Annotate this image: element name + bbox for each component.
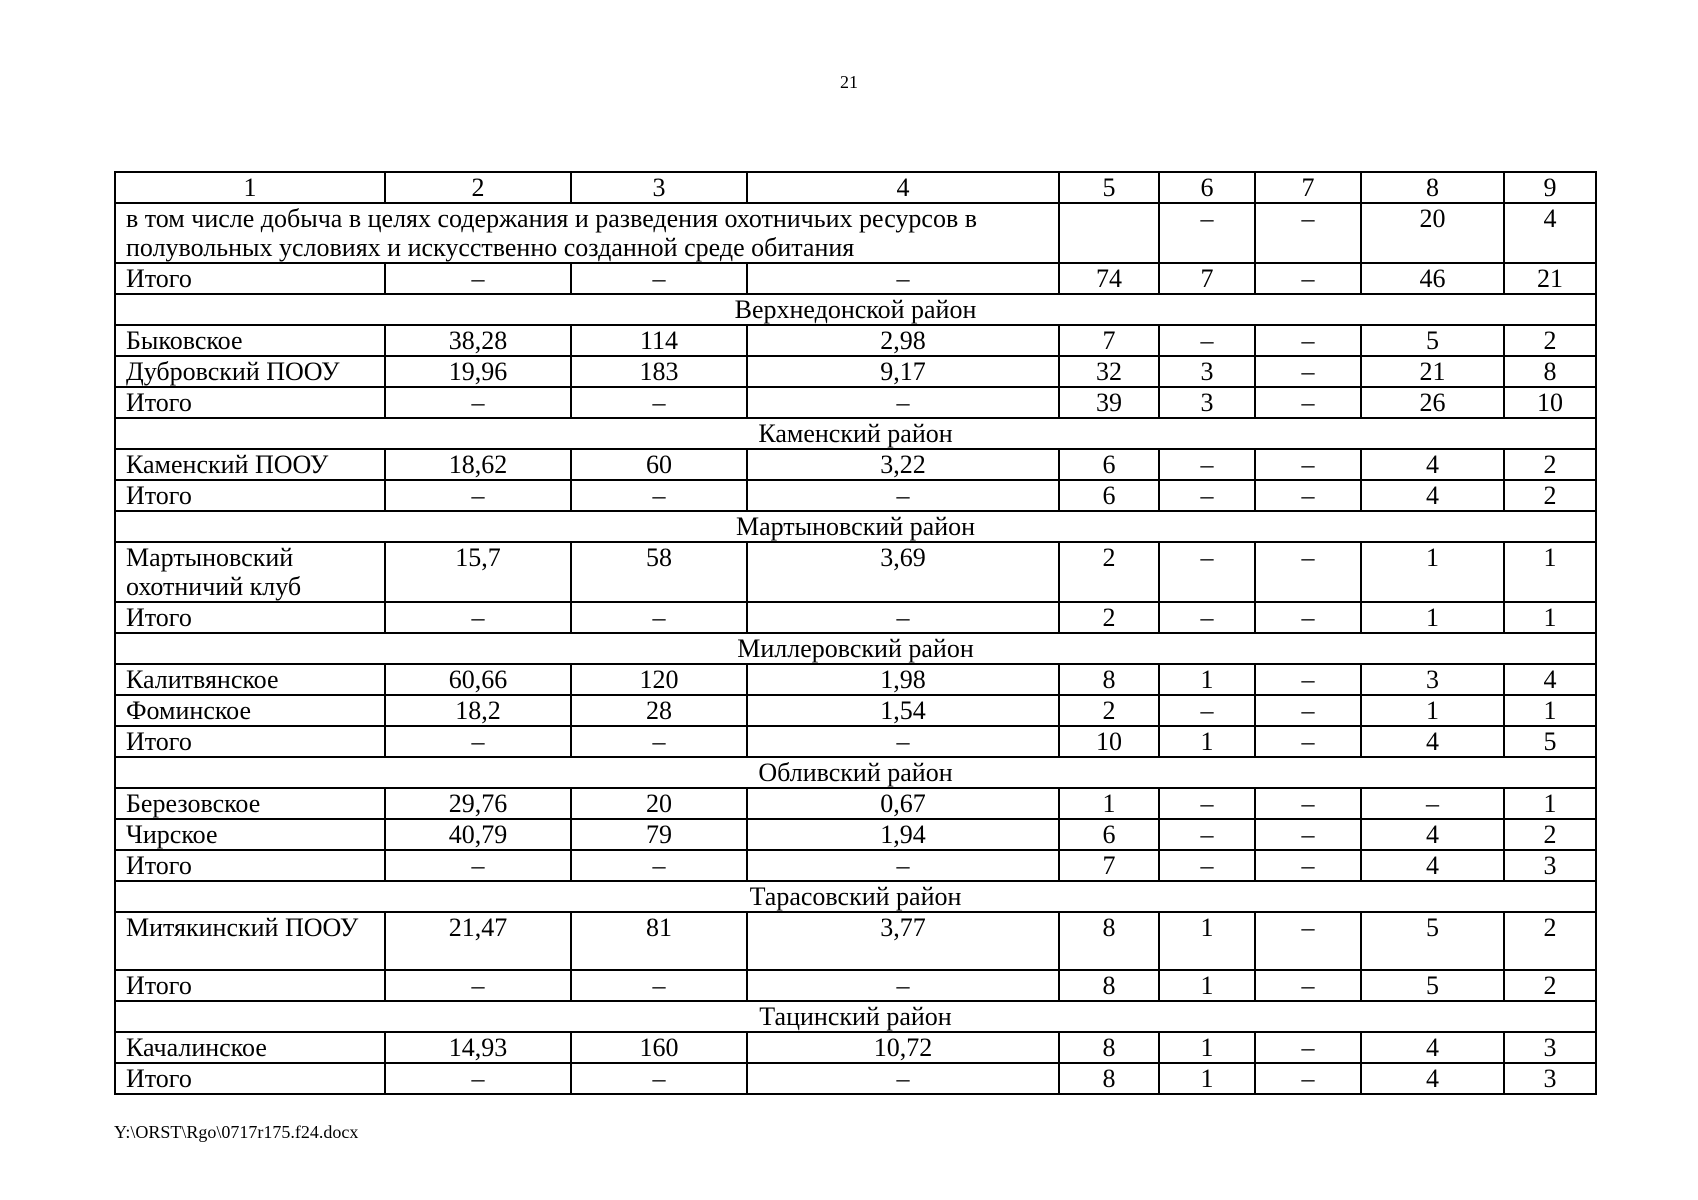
hunting-ground-name-cell: Калитвянское (115, 664, 385, 695)
page-number: 21 (840, 72, 858, 92)
table-cell: 3 (1159, 387, 1255, 418)
table-cell: – (385, 480, 571, 511)
table-cell: – (1255, 542, 1361, 602)
table-cell: 29,76 (385, 788, 571, 819)
table-row (115, 325, 1596, 356)
table-cell: – (1255, 695, 1361, 726)
district-name-cell: Тарасовский район (115, 881, 1596, 912)
table-cell: 114 (571, 325, 747, 356)
table-cell: – (1159, 695, 1255, 726)
table-cell: – (385, 726, 571, 757)
district-header-row (115, 294, 1596, 325)
district-header-row (115, 418, 1596, 449)
district-name-cell: Миллеровский район (115, 633, 1596, 664)
table-cell: 5 (1361, 970, 1504, 1001)
total-label-cell: Итого (115, 480, 385, 511)
table-row (115, 449, 1596, 480)
table-cell: 8 (1059, 1063, 1159, 1094)
table-cell: 4 (1361, 819, 1504, 850)
total-row (115, 850, 1596, 881)
table-cell: 2 (1059, 695, 1159, 726)
table-cell: – (747, 387, 1059, 418)
table-cell: 1 (1361, 695, 1504, 726)
table-cell: – (1255, 356, 1361, 387)
total-label-cell: Итого (115, 970, 385, 1001)
table-cell: 183 (571, 356, 747, 387)
table-cell: 1 (1059, 788, 1159, 819)
table-cell: 1 (1504, 695, 1596, 726)
table-cell: 26 (1361, 387, 1504, 418)
table-cell: – (385, 602, 571, 633)
table-cell: – (1255, 850, 1361, 881)
district-name-cell: Мартыновский район (115, 511, 1596, 542)
district-name-cell: Обливский район (115, 757, 1596, 788)
table-cell: – (385, 850, 571, 881)
table-cell: 4 (1361, 480, 1504, 511)
column-number-cell: 3 (571, 172, 747, 203)
table-cell: 5 (1361, 325, 1504, 356)
table-cell: – (1255, 912, 1361, 970)
district-header-row (115, 511, 1596, 542)
table-cell: – (1159, 480, 1255, 511)
table-cell: – (1159, 819, 1255, 850)
district-header-row (115, 881, 1596, 912)
table-row (115, 664, 1596, 695)
table-cell: – (571, 726, 747, 757)
table-cell: – (571, 602, 747, 633)
table-cell: – (747, 1063, 1059, 1094)
table-cell: 4 (1504, 664, 1596, 695)
total-row (115, 480, 1596, 511)
hunting-ground-name-cell: Березовское (115, 788, 385, 819)
table-cell: 2 (1504, 970, 1596, 1001)
table-cell: – (571, 850, 747, 881)
table-cell: 1 (1504, 542, 1596, 602)
table-cell: 3 (1504, 1032, 1596, 1063)
column-number-cell: 9 (1504, 172, 1596, 203)
table-row (115, 356, 1596, 387)
table-cell: – (1255, 726, 1361, 757)
table-cell: 6 (1059, 449, 1159, 480)
table-cell: 1 (1504, 788, 1596, 819)
hunting-ground-name-cell: Качалинское (115, 1032, 385, 1063)
hunting-ground-name-cell: Фоминское (115, 695, 385, 726)
table-cell: 39 (1059, 387, 1159, 418)
table-cell: 81 (571, 912, 747, 970)
column-number-row (115, 172, 1596, 203)
total-label-cell: Итого (115, 387, 385, 418)
table-cell: – (1255, 449, 1361, 480)
table-cell: – (571, 1063, 747, 1094)
table-cell: 6 (1059, 480, 1159, 511)
table-cell: 2 (1059, 602, 1159, 633)
district-header-row (115, 633, 1596, 664)
table-cell: 21 (1361, 356, 1504, 387)
table-cell: – (1361, 788, 1504, 819)
total-row (115, 1063, 1596, 1094)
district-name-cell: Каменский район (115, 418, 1596, 449)
table-cell: 4 (1361, 1032, 1504, 1063)
district-name-cell: Тацинский район (115, 1001, 1596, 1032)
table-cell: 8 (1504, 356, 1596, 387)
table-cell: – (1255, 1063, 1361, 1094)
table-cell: 21 (1504, 263, 1596, 294)
table-cell: 2 (1504, 480, 1596, 511)
table-cell: 8 (1059, 1032, 1159, 1063)
table-cell: 1,54 (747, 695, 1059, 726)
table-cell: – (1255, 788, 1361, 819)
table-cell: 3 (1159, 356, 1255, 387)
table-cell: 7 (1059, 850, 1159, 881)
note-row (115, 203, 1596, 263)
table-cell: 4 (1361, 726, 1504, 757)
total-row (115, 263, 1596, 294)
table-cell: – (571, 387, 747, 418)
column-number-cell: 2 (385, 172, 571, 203)
table-cell: 1 (1159, 726, 1255, 757)
table-cell: 28 (571, 695, 747, 726)
table-row (115, 542, 1596, 602)
table-cell: 2,98 (747, 325, 1059, 356)
table-row (115, 695, 1596, 726)
table-cell: 8 (1059, 912, 1159, 970)
table-cell: 3 (1504, 850, 1596, 881)
table-cell: 2 (1504, 325, 1596, 356)
table-cell: 10 (1504, 387, 1596, 418)
table-cell: 6 (1059, 819, 1159, 850)
total-label-cell: Итого (115, 602, 385, 633)
district-name-cell: Верхнедонской район (115, 294, 1596, 325)
table-cell: 21,47 (385, 912, 571, 970)
column-number-cell: 8 (1361, 172, 1504, 203)
total-row (115, 726, 1596, 757)
table-cell: 1 (1159, 912, 1255, 970)
total-label-cell: Итого (115, 1063, 385, 1094)
table-cell: – (571, 480, 747, 511)
table-cell: 2 (1504, 819, 1596, 850)
table-cell: – (1255, 664, 1361, 695)
column-number-cell: 1 (115, 172, 385, 203)
table-cell: 15,7 (385, 542, 571, 602)
table-cell: – (1159, 203, 1255, 263)
table-cell: 1 (1504, 602, 1596, 633)
table-cell: 4 (1504, 203, 1596, 263)
table-cell: 1 (1159, 664, 1255, 695)
table-cell: 2 (1059, 542, 1159, 602)
table-cell: – (1255, 602, 1361, 633)
table-cell: – (1255, 480, 1361, 511)
table-cell: – (1159, 325, 1255, 356)
table-cell: – (747, 726, 1059, 757)
table-cell: 74 (1059, 263, 1159, 294)
table-cell: – (747, 480, 1059, 511)
table-cell: 3 (1504, 1063, 1596, 1094)
table-cell: 7 (1159, 263, 1255, 294)
total-row (115, 387, 1596, 418)
table-cell: 4 (1361, 1063, 1504, 1094)
table-cell: 7 (1059, 325, 1159, 356)
table-cell: – (1255, 263, 1361, 294)
hunting-ground-name-cell: Мартыновский охотничий клуб (115, 542, 385, 602)
table-cell: 14,93 (385, 1032, 571, 1063)
table-cell: 5 (1361, 912, 1504, 970)
table-cell: – (385, 387, 571, 418)
table-cell: 10,72 (747, 1032, 1059, 1063)
table-cell: 32 (1059, 356, 1159, 387)
hunting-ground-name-cell: Митякинский ПООУ (115, 912, 385, 970)
table-cell: – (1159, 602, 1255, 633)
table-cell: – (571, 970, 747, 1001)
district-header-row (115, 757, 1596, 788)
table-cell: 1,94 (747, 819, 1059, 850)
table-cell: 8 (1059, 970, 1159, 1001)
table-cell: 1,98 (747, 664, 1059, 695)
table-cell: – (747, 602, 1059, 633)
table-cell: – (1255, 819, 1361, 850)
table-row (115, 819, 1596, 850)
table-cell: 1 (1361, 602, 1504, 633)
table-row (115, 1032, 1596, 1063)
total-label-cell: Итого (115, 263, 385, 294)
table-cell: 8 (1059, 664, 1159, 695)
total-label-cell: Итого (115, 726, 385, 757)
table-cell: – (1255, 1032, 1361, 1063)
note-text-cell: в том числе добыча в целях содержания и разведения охотничьих ресурсов в полувольных условиях и искусственно созданной среде обитания (115, 203, 1059, 263)
file-path-footer: Y:\ORST\Rgo\0717r175.f24.docx (114, 1122, 359, 1142)
table-cell: – (1255, 325, 1361, 356)
column-number-cell: 4 (747, 172, 1059, 203)
table-cell: 1 (1159, 1032, 1255, 1063)
table-cell (1059, 203, 1159, 263)
total-row (115, 602, 1596, 633)
hunting-ground-name-cell: Чирское (115, 819, 385, 850)
table-cell: – (1255, 203, 1361, 263)
table-cell: 1 (1361, 542, 1504, 602)
total-row (115, 970, 1596, 1001)
table-cell: 10 (1059, 726, 1159, 757)
table-cell: 2 (1504, 449, 1596, 480)
table-cell: – (385, 263, 571, 294)
table-row (115, 788, 1596, 819)
table-cell: 3 (1361, 664, 1504, 695)
table-cell: 20 (571, 788, 747, 819)
table-cell: 1 (1159, 970, 1255, 1001)
table-cell: – (1159, 449, 1255, 480)
table-cell: – (1255, 970, 1361, 1001)
table-cell: – (1159, 850, 1255, 881)
table-cell: – (1159, 542, 1255, 602)
column-number-cell: 5 (1059, 172, 1159, 203)
column-number-cell: 6 (1159, 172, 1255, 203)
table-cell: 160 (571, 1032, 747, 1063)
table-cell: 38,28 (385, 325, 571, 356)
table-cell: 2 (1504, 912, 1596, 970)
total-label-cell: Итого (115, 850, 385, 881)
table-cell: 0,67 (747, 788, 1059, 819)
district-header-row (115, 1001, 1596, 1032)
table-cell: 46 (1361, 263, 1504, 294)
table-cell: – (571, 263, 747, 294)
table-cell: 18,2 (385, 695, 571, 726)
table-cell: 120 (571, 664, 747, 695)
table-cell: 60 (571, 449, 747, 480)
table-cell: – (1159, 788, 1255, 819)
hunting-ground-name-cell: Каменский ПООУ (115, 449, 385, 480)
table-cell: 9,17 (747, 356, 1059, 387)
hunting-ground-name-cell: Быковское (115, 325, 385, 356)
table-cell: 19,96 (385, 356, 571, 387)
table-cell: 3,22 (747, 449, 1059, 480)
table-cell: 4 (1361, 449, 1504, 480)
table-cell: 1 (1159, 1063, 1255, 1094)
table-cell: 79 (571, 819, 747, 850)
table-cell: – (747, 850, 1059, 881)
table-cell: 3,77 (747, 912, 1059, 970)
table-cell: 5 (1504, 726, 1596, 757)
table-cell: 3,69 (747, 542, 1059, 602)
table-cell: 18,62 (385, 449, 571, 480)
table-row (115, 912, 1596, 970)
table-cell: – (1255, 387, 1361, 418)
table-cell: – (385, 970, 571, 1001)
hunting-ground-name-cell: Дубровский ПООУ (115, 356, 385, 387)
table-cell: 20 (1361, 203, 1504, 263)
table-cell: – (747, 970, 1059, 1001)
table-cell: 60,66 (385, 664, 571, 695)
table-cell: 58 (571, 542, 747, 602)
column-number-cell: 7 (1255, 172, 1361, 203)
table-cell: 4 (1361, 850, 1504, 881)
game-resources-table-container (114, 171, 1597, 1095)
table-cell: 40,79 (385, 819, 571, 850)
game-resources-table (114, 171, 1597, 1095)
table-cell: – (747, 263, 1059, 294)
table-cell: – (385, 1063, 571, 1094)
